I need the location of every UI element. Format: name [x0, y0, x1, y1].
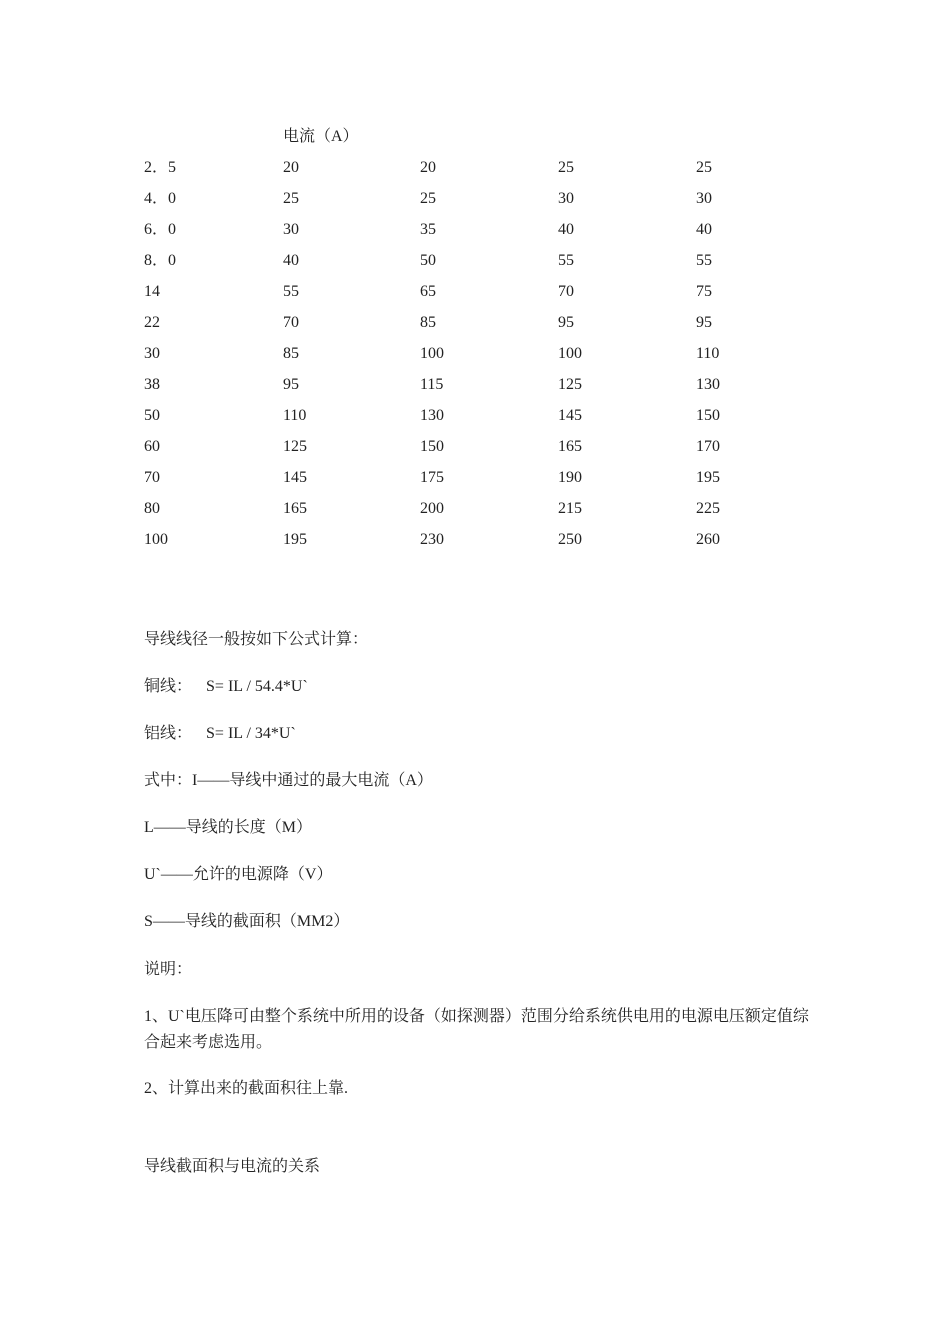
- table-cell-current: 110: [283, 407, 307, 424]
- table-row: [144, 343, 776, 374]
- table-cell-current: 215: [558, 500, 582, 517]
- note-title: 说明：: [144, 961, 193, 978]
- table-cell-current: 125: [283, 438, 307, 455]
- table-cell-current: 55: [283, 283, 299, 300]
- table-cell-section: 4．0: [144, 190, 177, 207]
- table-cell-current: 115: [420, 376, 444, 393]
- table-cell-section: 38: [144, 376, 160, 393]
- table-row: [144, 405, 776, 436]
- table-cell-section: 8．0: [144, 252, 177, 269]
- copper-formula-line: [144, 674, 814, 700]
- table-cell-current: 25: [558, 159, 574, 176]
- table-cell-current: 125: [558, 376, 582, 393]
- table-cell-current: 40: [696, 221, 712, 238]
- table-row: [144, 374, 776, 405]
- table-cell-current: 40: [558, 221, 574, 238]
- table-cell-current: 195: [696, 469, 720, 486]
- table-cell-current: 230: [420, 531, 444, 548]
- table-row: [144, 250, 776, 281]
- table-row: [144, 467, 776, 498]
- copper-label: 铜线：: [144, 678, 193, 695]
- table-cell-section: 14: [144, 283, 160, 300]
- table-cell-current: 165: [558, 438, 582, 455]
- table-cell-current: 85: [420, 314, 436, 331]
- table-cell-current: 200: [420, 500, 444, 517]
- table-cell-section: 30: [144, 345, 160, 362]
- table-row: [144, 312, 776, 343]
- table-cell-current: 145: [283, 469, 307, 486]
- table-cell-current: 50: [420, 252, 436, 269]
- definition-u: U`——允许的电源降（V）: [144, 866, 333, 883]
- table-cell-current: 170: [696, 438, 720, 455]
- note-2: 2、计算出来的截面积往上靠.: [144, 1080, 349, 1097]
- table-header: 电流（A）: [283, 128, 359, 145]
- table-cell-current: 20: [420, 159, 436, 176]
- table-cell-current: 30: [558, 190, 574, 207]
- table-cell-current: 35: [420, 221, 436, 238]
- aluminum-formula: S= IL / 34*U`: [206, 725, 296, 742]
- table-cell-current: 95: [558, 314, 574, 331]
- current-table: [144, 157, 776, 560]
- table-cell-current: 25: [283, 190, 299, 207]
- definition-s: S——导线的截面积（MM2）: [144, 913, 350, 930]
- table-cell-current: 30: [696, 190, 712, 207]
- table-cell-current: 150: [420, 438, 444, 455]
- table-cell-current: 130: [420, 407, 444, 424]
- table-cell-current: 25: [420, 190, 436, 207]
- table-cell-current: 65: [420, 283, 436, 300]
- note-1: 1、U`电压降可由整个系统中所用的设备（如探测器）范围分给系统供电用的电源电压额定值综合起来考虑选用。: [144, 1008, 809, 1051]
- table-cell-section: 6．0: [144, 221, 177, 238]
- table-cell-current: 85: [283, 345, 299, 362]
- definition-i: 式中：I——导线中通过的最大电流（A）: [144, 772, 433, 789]
- table-cell-section: 2．5: [144, 159, 177, 176]
- table-cell-current: 130: [696, 376, 720, 393]
- formula-intro: 导线线径一般按如下公式计算：: [144, 631, 369, 648]
- table-row: [144, 498, 776, 529]
- table-cell-current: 175: [420, 469, 444, 486]
- definition-l: L——导线的长度（M）: [144, 819, 313, 836]
- table-cell-current: 75: [696, 283, 712, 300]
- table-row: [144, 436, 776, 467]
- table-cell-current: 190: [558, 469, 582, 486]
- table-cell-section: 70: [144, 469, 160, 486]
- table-cell-current: 195: [283, 531, 307, 548]
- copper-formula: S= IL / 54.4*U`: [206, 678, 308, 695]
- table-cell-current: 40: [283, 252, 299, 269]
- table-cell-current: 95: [283, 376, 299, 393]
- aluminum-label: 铝线：: [144, 725, 193, 742]
- table-cell-current: 100: [420, 345, 444, 362]
- table-cell-current: 30: [283, 221, 299, 238]
- section-title: 导线截面积与电流的关系: [144, 1158, 321, 1175]
- table-cell-current: 165: [283, 500, 307, 517]
- table-cell-section: 60: [144, 438, 160, 455]
- table-cell-current: 20: [283, 159, 299, 176]
- table-cell-current: 55: [558, 252, 574, 269]
- table-body: [144, 157, 776, 560]
- table-cell-current: 145: [558, 407, 582, 424]
- table-cell-current: 55: [696, 252, 712, 269]
- table-row: [144, 157, 776, 188]
- table-cell-current: 250: [558, 531, 582, 548]
- table-row: [144, 188, 776, 219]
- table-cell-current: 70: [283, 314, 299, 331]
- table-cell-current: 100: [558, 345, 582, 362]
- table-row: [144, 529, 776, 560]
- table-cell-current: 225: [696, 500, 720, 517]
- table-cell-section: 50: [144, 407, 160, 424]
- table-cell-current: 110: [696, 345, 720, 362]
- table-cell-section: 22: [144, 314, 160, 331]
- aluminum-formula-line: [144, 721, 814, 747]
- table-cell-section: 100: [144, 531, 168, 548]
- table-row: [144, 281, 776, 312]
- table-cell-current: 70: [558, 283, 574, 300]
- table-row: [144, 219, 776, 250]
- table-cell-current: 95: [696, 314, 712, 331]
- table-cell-section: 80: [144, 500, 160, 517]
- table-cell-current: 260: [696, 531, 720, 548]
- table-cell-current: 25: [696, 159, 712, 176]
- table-cell-current: 150: [696, 407, 720, 424]
